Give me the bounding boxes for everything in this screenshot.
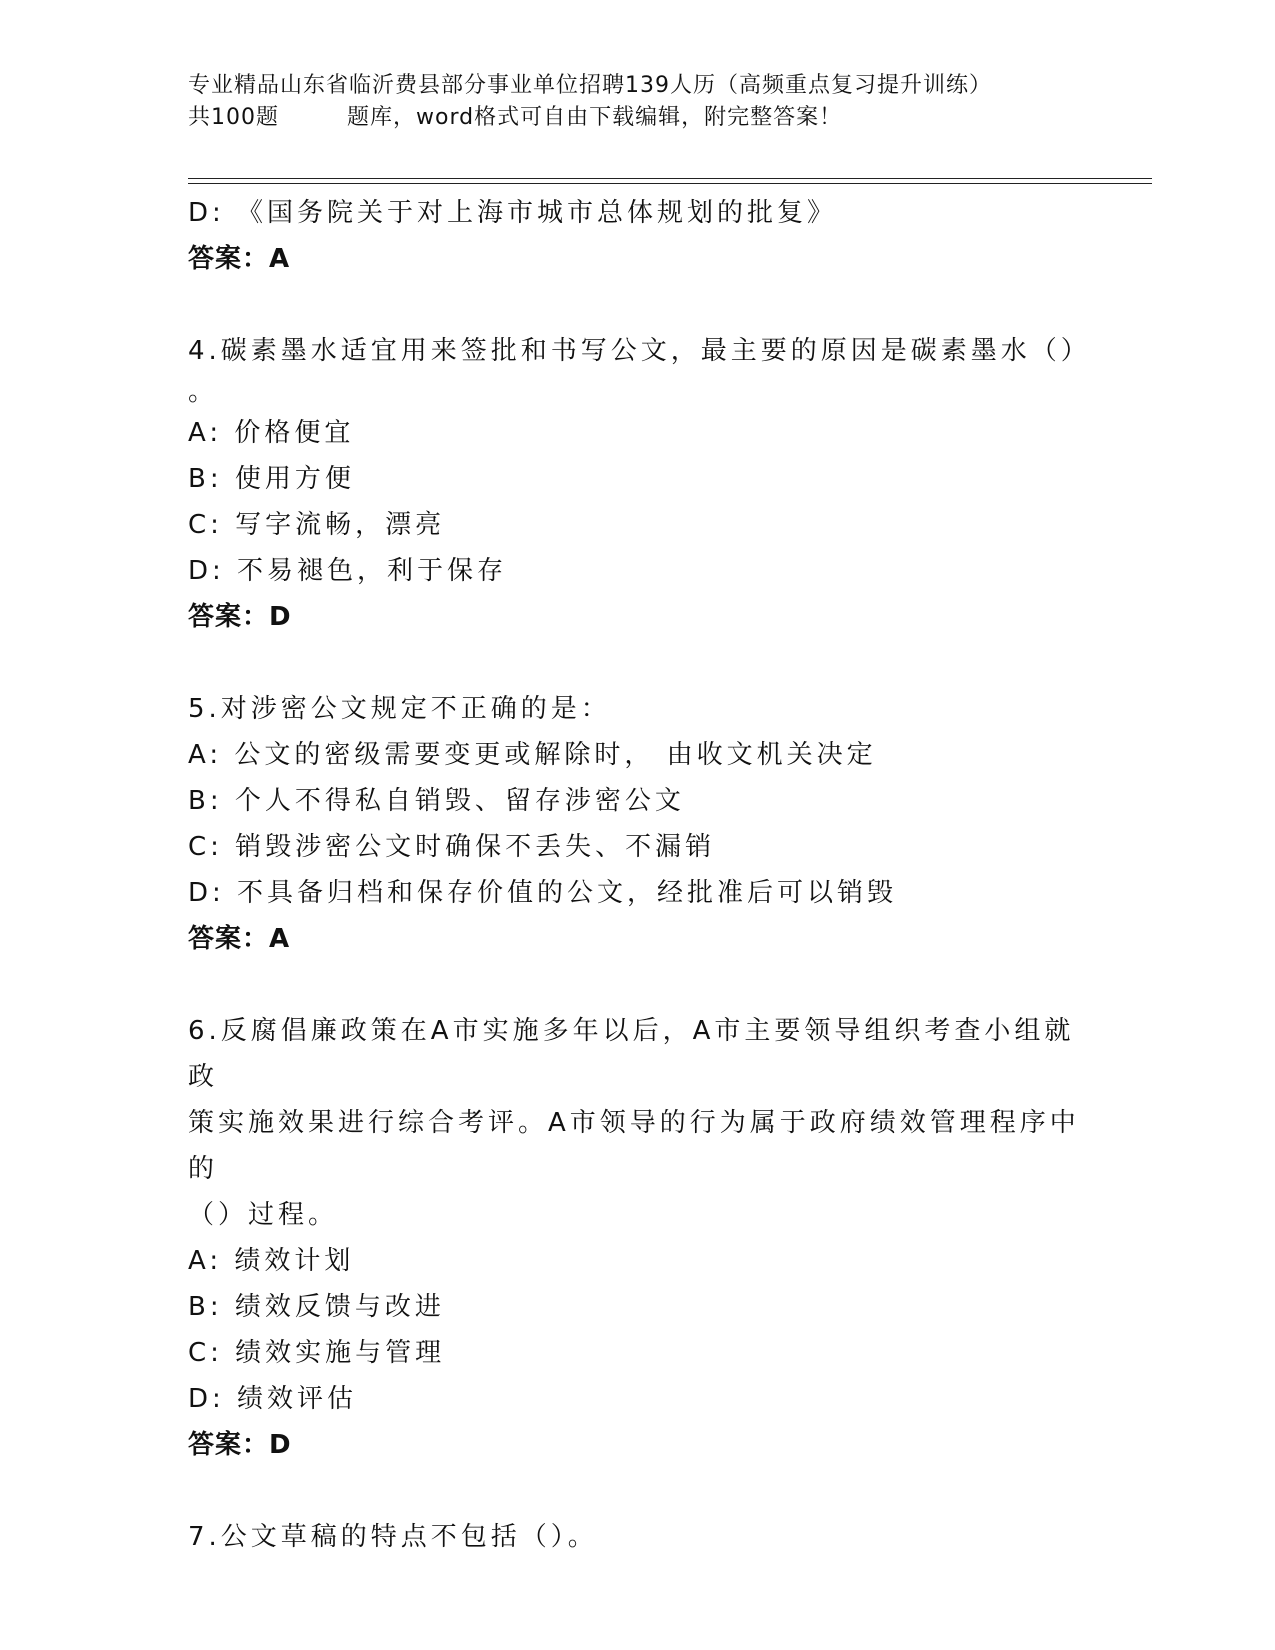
question-4 bbox=[188, 328, 1091, 640]
question-6-option-c: C: 绩效实施与管理 bbox=[188, 1338, 446, 1368]
question-5-option-c: C: 销毁涉密公文时确保不丢失、不漏销 bbox=[188, 832, 716, 862]
question-5-answer: 答案：A bbox=[188, 924, 291, 954]
question-4-option-d: D: 不易褪色，利于保存 bbox=[188, 556, 508, 586]
q3-answer: 答案：A bbox=[188, 244, 291, 274]
question-4-text-tail: 。 bbox=[188, 377, 219, 407]
question-4-option-b: B: 使用方便 bbox=[188, 464, 355, 494]
question-5-option-a: A: 公文的密级需要变更或解除时， 由收文机关决定 bbox=[188, 740, 877, 770]
question-6 bbox=[188, 1008, 1088, 1468]
question-6-answer: 答案：D bbox=[188, 1430, 292, 1460]
question-6-text-line-3: （）过程。 bbox=[188, 1200, 339, 1230]
question-6-option-d: D: 绩效评估 bbox=[188, 1384, 358, 1414]
question-5-option-b: B: 个人不得私自销毁、留存涉密公文 bbox=[188, 786, 685, 816]
question-6-option-a: A: 绩效计划 bbox=[188, 1246, 355, 1276]
question-4-text: 4.碳素墨水适宜用来签批和书写公文，最主要的原因是碳素墨水（） bbox=[188, 336, 1091, 366]
page-header bbox=[188, 70, 1088, 134]
document-body bbox=[188, 190, 1091, 1560]
question-5 bbox=[188, 686, 1088, 962]
question-5-option-d: D: 不具备归档和保存价值的公文，经批准后可以销毁 bbox=[188, 878, 898, 908]
question-7-text: 7.公文草稿的特点不包括（）。 bbox=[188, 1522, 598, 1552]
question-5-text: 5.对涉密公文规定不正确的是： bbox=[188, 694, 611, 724]
question-4-option-a: A: 价格便宜 bbox=[188, 418, 355, 448]
question-7 bbox=[188, 1514, 1088, 1560]
header-question-count: 共100题 bbox=[188, 105, 279, 130]
question-6-text-line-1: 6.反腐倡廉政策在A市实施多年以后，A市主要领导组织考查小组就政 bbox=[188, 1016, 1075, 1092]
question-4-option-c: C: 写字流畅，漂亮 bbox=[188, 510, 446, 540]
header-divider bbox=[188, 178, 1152, 184]
question-4-answer: 答案：D bbox=[188, 602, 292, 632]
header-title-line-1: 专业精品山东省临沂费县部分事业单位招聘139人历（高频重点复习提升训练） bbox=[188, 73, 992, 98]
header-title-line-2 bbox=[188, 102, 1088, 134]
q3-option-d: D: 《国务院关于对上海市城市总体规划的批复》 bbox=[188, 198, 838, 228]
question-6-option-b: B: 绩效反馈与改进 bbox=[188, 1292, 445, 1322]
header-description: 题库，word格式可自由下载编辑，附完整答案！ bbox=[347, 105, 843, 130]
question-6-text-line-2: 策实施效果进行综合考评。A市领导的行为属于政府绩效管理程序中的 bbox=[188, 1108, 1080, 1184]
